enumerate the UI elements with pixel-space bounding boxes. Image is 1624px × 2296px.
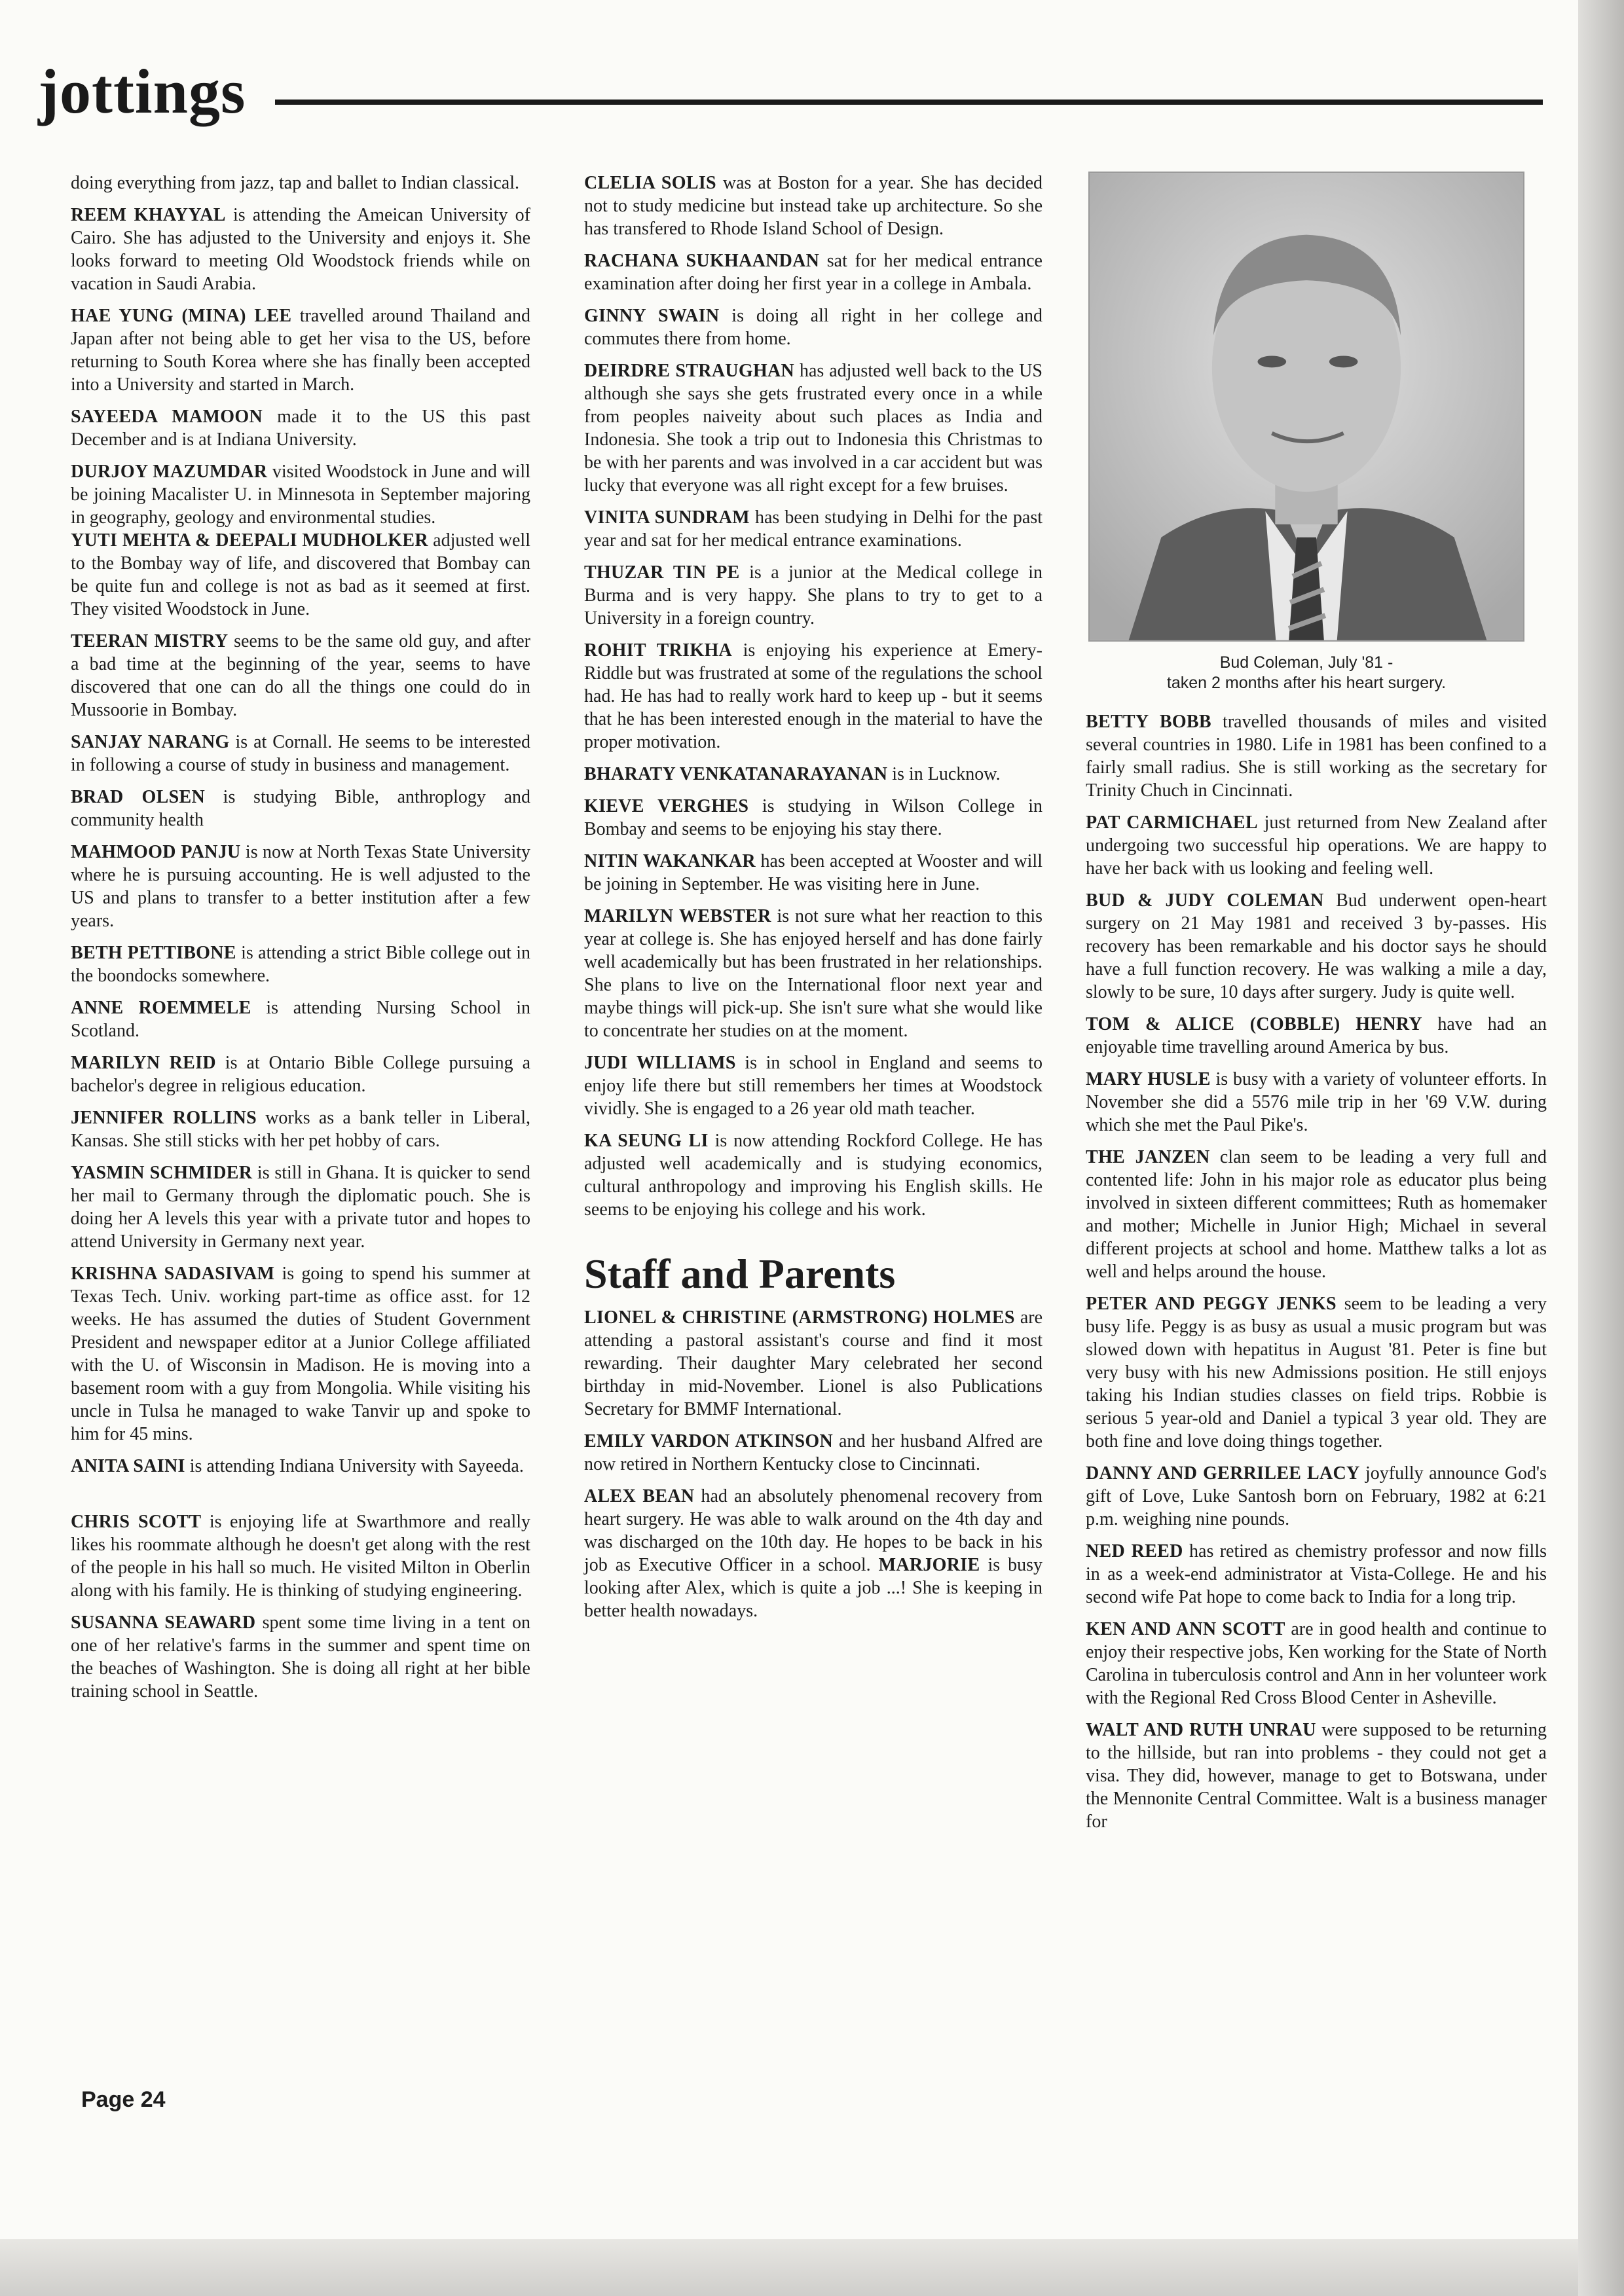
entry-text: is studying Bible, anthroplogy and community health [71, 787, 531, 830]
entry-text: is in Lucknow. [887, 764, 1001, 784]
entry-text: is attending Indiana University with Sayeeda. [185, 1456, 524, 1476]
entry-name: DANNY AND GERRILEE LACY [1086, 1463, 1360, 1484]
entry-text: is now attending Rockford College. He has adjusted well academically and is studying economics, cultural anthropology and improving his English skills. He seems to be enjoying his college and his work. [584, 1131, 1043, 1220]
entry-text: is doing all right in her college and commutes there from home. [584, 306, 1043, 349]
entry-text: was at Boston for a year. She has decided not to study medicine but instead take up architecture. So she has transfered to Rhode Island School of Design. [584, 173, 1043, 239]
entry-name: TEERAN MISTRY [71, 631, 229, 651]
entry-name: TOM & ALICE (COBBLE) HENRY [1086, 1014, 1422, 1034]
entry-name: YUTI MEHTA & DEEPALI MUDHOLKER [71, 530, 428, 551]
entry-name: THUZAR TIN PE [584, 562, 740, 583]
entry-name: BRAD OLSEN [71, 787, 205, 807]
entry [584, 561, 1043, 630]
entry [71, 172, 530, 194]
entry [71, 1106, 530, 1152]
entry [71, 1611, 530, 1703]
entry [584, 1430, 1043, 1476]
entry-text: is busy looking after Alex, which is quite a job ...! She is keeping in better health nowadays. [584, 1555, 1043, 1622]
entry [584, 639, 1043, 754]
entry [71, 1262, 530, 1446]
entry [1086, 889, 1547, 1004]
entry-name: YASMIN SCHMIDER [71, 1163, 253, 1183]
entry-name: DURJOY MAZUMDAR [71, 462, 268, 482]
entry-name: PAT CARMICHAEL [1086, 812, 1258, 833]
entry [71, 1051, 530, 1097]
entry [71, 996, 530, 1042]
entry [1086, 1292, 1547, 1453]
entry-text: is enjoying life at Swarthmore and really likes his roommate although he doesn't get along with the rest of the people in his hall so much. He visited Milton in Oberlin along with his family. He is thinking of studying engineering. [71, 1512, 530, 1601]
entry [584, 172, 1043, 240]
entry-name: ROHIT TRIKHA [584, 640, 733, 661]
entry [71, 460, 530, 529]
entry-name: VINITA SUNDRAM [584, 507, 750, 528]
entry-text: is attending Nursing School in Scotland. [71, 998, 530, 1041]
entry-name: BETH PETTIBONE [71, 943, 236, 963]
entry-name: DEIRDRE STRAUGHAN [584, 361, 795, 381]
entry-name: PETER AND PEGGY JENKS [1086, 1294, 1337, 1314]
entry [1086, 1146, 1547, 1283]
entry [584, 1129, 1043, 1221]
entry [71, 1161, 530, 1253]
entry-text: seem to be leading a very busy life. Peggy is as busy as usual a music program but was slowed down with hepatitus in August '81. Peter is fine but very busy with his new Admissions position. He still enjoys taking his Indian studies classes on field trips. Robbie is serious 5 year-old and Daniel a typical 3 year old. They are both fine and love doing things together. [1086, 1294, 1547, 1451]
entry [71, 204, 530, 295]
entry [584, 1485, 1043, 1622]
entry-text: is now at North Texas State University where he is pursuing accounting. He is well adjusted to the US and plans to transfer to a better institution after a few years. [71, 842, 530, 931]
column-1 [71, 172, 530, 1712]
entry-text: just returned from New Zealand after undergoing two successful hip operations. We are happy to have her back with us looking and feeling well. [1086, 812, 1547, 879]
entry-text: is studying in Wilson College in Bombay and seems to be enjoying his stay there. [584, 796, 1043, 839]
entry-text: has adjusted well back to the US although she says she gets frustrated every once in a while from peoples naiveity about such places as India and Indonesia. She took a trip out to Indonesia this Christmas to be with her parents and was involved in a car accident but was lucky that everyone was all right except for a few bruises. [584, 361, 1043, 496]
entry [71, 1455, 530, 1478]
entry [1086, 1719, 1547, 1833]
entry [1086, 1462, 1547, 1531]
section-heading: Staff and Parents [584, 1250, 896, 1297]
entry-text: is attending the Ameican University of Cairo. She has adjusted to the University and enjoys it. She looks forward to meeting Old Woodstock friends while on vacation in Saudi Arabia. [71, 205, 531, 294]
entry-text: clan seem to be leading a very full and contented life: John in his major role as educator plus being involved in sixteen different committees; Ruth as homemaker and mother; Michelle in Junior High; Michael in several different projects at school and home. Matthew talks a lot as well and helps around the house. [1086, 1147, 1547, 1282]
entry-text: is in school in England and seems to enjoy life there but still remembers her times at Woodstock vividly. She is engaged to a 26 year old math teacher. [584, 1053, 1043, 1119]
entry-text: is enjoying his experience at Emery-Riddle but was frustrated at some of the regulations the school had. He has had to really work hard to keep up - but it seems that he has been interested enough in the material to have the proper motivation. [584, 640, 1043, 752]
entry-text: has retired as chemistry professor and now fills in as a week-end administrator at Vista-College. He and his second wife Pat hope to come back to India for a long trip. [1086, 1541, 1547, 1607]
entry-name: ANNE ROEMMELE [71, 998, 251, 1018]
entry-name: MAHMOOD PANJU [71, 842, 241, 862]
entry-name: MARILYN WEBSTER [584, 906, 771, 926]
entry-text: travelled thousands of miles and visited several countries in 1980. Life in 1981 has been confined to a fairly small radius. She is still working as the secretary for Trinity Chuch in Cincinnati. [1086, 712, 1547, 801]
page-title: jottings [38, 56, 246, 126]
portrait-photo [1088, 172, 1524, 642]
entry [584, 763, 1043, 786]
bottom-shadow [0, 2239, 1578, 2296]
entry-name: ANITA SAINI [71, 1456, 185, 1476]
entry-name: MARJORIE [878, 1555, 980, 1576]
entry-text: travelled around Thailand and Japan after not being able to get her visa to the US, before returning to South Korea where she has finally been accepted into a University and started in March. [71, 306, 530, 395]
entry-text: adjusted well to the Bombay way of life, and discovered that Bombay can be quite fun and college is not as bad as it seemed at first. They visited Woodstock in June. [71, 530, 530, 619]
entry-name: BETTY BOBB [1086, 712, 1211, 732]
entry-name: THE JANZEN [1086, 1147, 1210, 1167]
entry [71, 304, 530, 396]
entry [584, 850, 1043, 896]
entry-name: BUD & JUDY COLEMAN [1086, 890, 1324, 911]
entry-name: MARILYN REID [71, 1053, 216, 1073]
entry-name: KEN AND ANN SCOTT [1086, 1619, 1285, 1639]
entry-name: JENNIFER ROLLINS [71, 1108, 257, 1128]
entry-text: have had an enjoyable time travelling around America by bus. [1086, 1014, 1547, 1057]
binding-shadow [1578, 0, 1624, 2296]
entry-name: CHRIS SCOTT [71, 1512, 202, 1532]
entry-text: works as a bank teller in Liberal, Kansas. She still sticks with her pet hobby of cars. [71, 1108, 530, 1151]
header-rule [275, 100, 1543, 105]
entry-name: KRISHNA SADASIVAM [71, 1264, 275, 1284]
entry-text: is going to spend his summer at Texas Tech. Univ. working part-time as office asst. for 12 weeks. He has assumed the duties of Student Government President and newspaper editor at a Junior College affiliated with the U. of Wisconsin in Madison. He is moving into a basement room with a guy from Mongolia. While visiting his uncle in Tulsa he managed to wake Tanvir up and spoke to him for 45 mins. [71, 1264, 530, 1444]
entry-name: RACHANA SUKHAANDAN [584, 251, 820, 271]
photo-figure [1088, 172, 1524, 693]
entry-name: KIEVE VERGHES [584, 796, 749, 816]
entry [584, 304, 1043, 350]
entry-text: were supposed to be returning to the hillside, but ran into problems - they could not get a visa. They did, however, manage to get to Botswana, under the Mennonite Central Committee. Walt is a business manager for [1086, 1720, 1547, 1832]
entry-text: spent some time living in a tent on one of her relative's farms in the summer and spent time on the beaches of Washington. She is doing all right at her bible training school in Seattle. [71, 1613, 530, 1702]
entry-name: LIONEL & CHRISTINE (ARMSTRONG) HOLMES [584, 1307, 1015, 1328]
entry [71, 405, 530, 451]
entry [584, 506, 1043, 552]
entry-text: and her husband Alfred are now retired in Northern Kentucky close to Cincinnati. [584, 1431, 1043, 1475]
entry-name: KA SEUNG LI [584, 1131, 709, 1151]
entry [1086, 710, 1547, 802]
entry [71, 731, 530, 776]
entry-text: is still in Ghana. It is quicker to send her mail to Germany through the diplomatic pouch. She is doing her A levels this year with a private tutor and hopes to attend University in Germany next year. [71, 1163, 530, 1252]
entry-text: is attending a strict Bible college out in the boondocks somewhere. [71, 943, 530, 986]
entry [1086, 811, 1547, 880]
entry-name: JUDI WILLIAMS [584, 1053, 736, 1073]
entry [1086, 1540, 1547, 1609]
entry-name: REEM KHAYYAL [71, 205, 226, 225]
entry-text: are in good health and continue to enjoy their respective jobs, Ken working for the State of North Carolina in tuberculosis control and Ann in her volunteer work with the Regional Red Cross Blood Center in Asheville. [1086, 1619, 1547, 1708]
entry [1086, 1618, 1547, 1709]
entry [1086, 1068, 1547, 1137]
entry-name: BHARATY VENKATANARAYANAN [584, 764, 888, 784]
entry [71, 630, 530, 721]
entry [71, 786, 530, 831]
entry-text: Bud underwent open-heart surgery on 21 May 1981 and received 3 by-passes. His recovery has been remarkable and his doctor says he should have a full function recovery. He was walking a mile a day, slowly to be sure, 10 days after surgery. Judy is quite well. [1086, 890, 1547, 1002]
entry-name: SUSANNA SEAWARD [71, 1613, 256, 1633]
entry-name: HAE YUNG (MINA) LEE [71, 306, 292, 326]
entry [584, 795, 1043, 841]
entry-name: CLELIA SOLIS [584, 173, 716, 193]
entry-name: EMILY VARDON ATKINSON [584, 1431, 834, 1452]
caption-line: taken 2 months after his heart surgery. [1166, 674, 1447, 692]
entry-text: is not sure what her reaction to this year at college is. She has enjoyed herself and has done fairly well academically but has been frustrated in her relationships. She plans to live on the International floor next year and maybe things will pick-up. She isn't sure what she would like to concentrate her studies on at the moment. [584, 906, 1043, 1041]
entry [1086, 1013, 1547, 1059]
entry-name: NITIN WAKANKAR [584, 851, 756, 871]
page-number: Page 24 [81, 2087, 166, 2112]
entry-text: are attending a pastoral assistant's course and find it most rewarding. Their daughter Mary celebrated her second birthday in mid-November. Lionel is also Publications Secretary for BMMF International. [584, 1307, 1043, 1420]
column-2 [584, 172, 1043, 1631]
entry-text: visited Woodstock in June and will be joining Macalister U. in Minnesota in September majoring in geography, geology and environmental studies. [71, 462, 530, 528]
entry-text: sat for her medical entrance examination after doing her first year in a college in Ambala. [584, 251, 1043, 294]
entry [71, 529, 530, 621]
entry-text: is at Ontario Bible College pursuing a bachelor's degree in religious education. [71, 1053, 531, 1096]
entry-text: is at Cornall. He seems to be interested in following a course of study in business and management. [71, 732, 530, 775]
entry-text: seems to be the same old guy, and after a bad time at the beginning of the year, seems to have discovered that one can do all the things one could do in Mussoorie in Bombay. [71, 631, 530, 720]
entry-text: has been studying in Delhi for the past year and sat for her medical entrance examinations. [584, 507, 1043, 551]
entry-text: had an absolutely phenomenal recovery from heart surgery. He was able to walk around on the 4th day and was discharged on the 10th day. He hopes to be back in his job as Executive Officer in a school. [584, 1486, 1043, 1576]
entry [584, 905, 1043, 1042]
entry-name: SAYEEDA MAMOON [71, 407, 263, 427]
entry-name: SANJAY NARANG [71, 732, 230, 752]
entry-name: WALT AND RUTH UNRAU [1086, 1720, 1316, 1740]
entry [584, 359, 1043, 497]
entry [71, 941, 530, 987]
caption-line: Bud Coleman, July '81 - [1219, 653, 1393, 672]
entry-text: has been accepted at Wooster and will be joining in September. He was visiting here in June. [584, 851, 1043, 894]
entry [584, 1306, 1043, 1421]
entry-text: doing everything from jazz, tap and ballet to Indian classical. [71, 173, 519, 193]
column-3 [1086, 172, 1547, 1842]
entry-name: ALEX BEAN [584, 1486, 695, 1507]
entry-name: MARY HUSLE [1086, 1069, 1211, 1089]
entry-text: made it to the US this past December and is at Indiana University. [71, 407, 531, 450]
entry-text: is a junior at the Medical college in Burma and is very happy. She plans to try to get to a University in a foreign country. [584, 562, 1043, 629]
entry [71, 841, 530, 932]
entry-name: GINNY SWAIN [584, 306, 720, 326]
entry-name: NED REED [1086, 1541, 1183, 1561]
entry [584, 1051, 1043, 1120]
entry [584, 249, 1043, 295]
entry [71, 1510, 530, 1602]
photo-caption [1088, 653, 1524, 693]
entry-text: is busy with a variety of volunteer efforts. In November she did a 5576 mile trip in her '69 V.W. during which she met the Paul Pike's. [1086, 1069, 1547, 1135]
entry-text: joyfully announce God's gift of Love, Luke Santosh born on February, 1982 at 6:21 p.m. weighing nine pounds. [1086, 1463, 1547, 1529]
